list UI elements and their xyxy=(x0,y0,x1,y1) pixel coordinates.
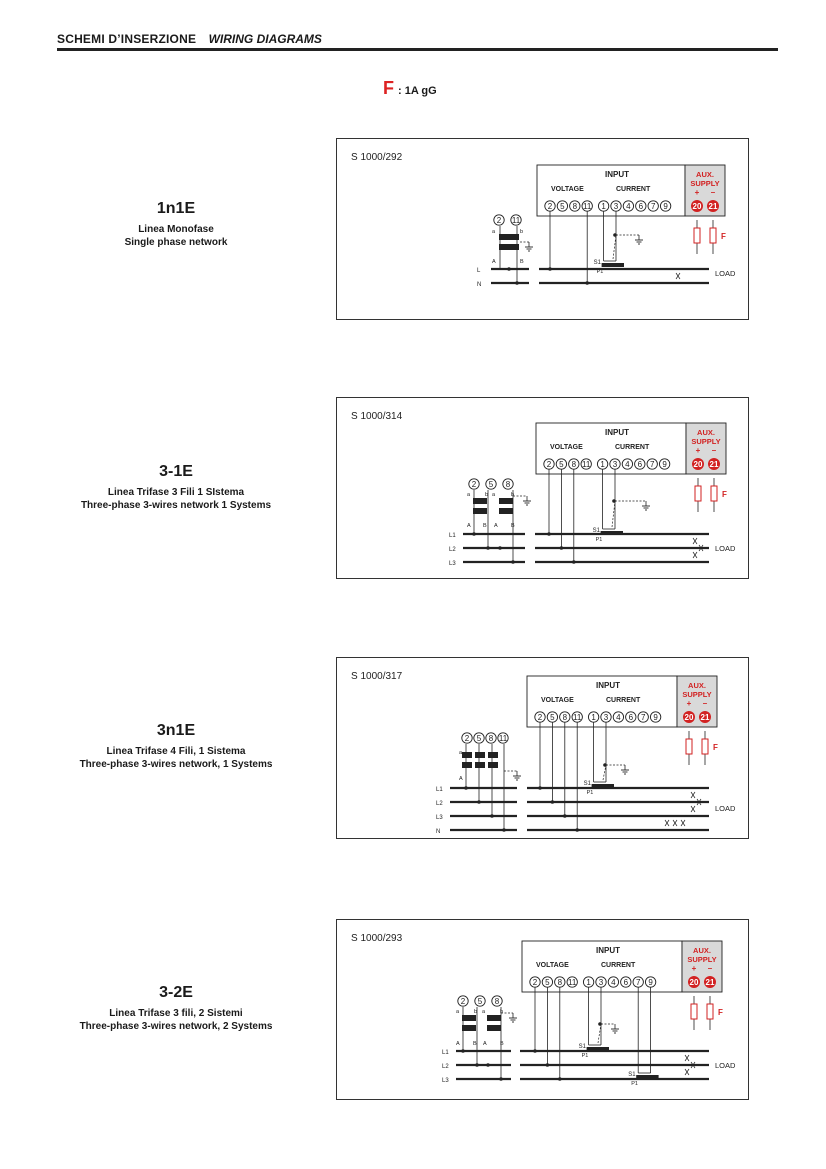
diagram-code: 3-2E xyxy=(159,984,193,1001)
aux-label: AUX. xyxy=(696,170,714,179)
input-label: INPUT xyxy=(605,170,629,179)
ct-core xyxy=(636,1075,658,1079)
input-label: INPUT xyxy=(596,946,620,955)
current-label: CURRENT xyxy=(606,697,641,704)
header-title-italian: SCHEMI D’INSERZIONE xyxy=(57,32,197,46)
junction-dot xyxy=(499,1077,503,1081)
minus-sign: – xyxy=(707,964,713,973)
vt-core xyxy=(462,1025,476,1031)
junction-dot xyxy=(575,828,579,832)
vt-core xyxy=(475,762,485,768)
p1-label: P1 xyxy=(581,1053,589,1059)
plus-sign: + xyxy=(694,188,700,197)
terminal-7-number: 7 xyxy=(649,460,655,469)
conductor-label: L2 xyxy=(449,547,456,553)
terminal-2-number: 2 xyxy=(537,713,543,722)
fuse-icon xyxy=(707,1004,713,1019)
diagram-code: 3-1E xyxy=(159,463,193,480)
terminal-1-number: 1 xyxy=(600,460,605,469)
diagram-label-3-2E xyxy=(60,984,292,1033)
vt-core xyxy=(488,752,498,758)
junction-dot xyxy=(546,1063,550,1067)
supply-label: SUPPLY xyxy=(691,437,721,446)
terminal-8-number: 8 xyxy=(557,978,563,987)
line-name-it: Linea Trifase 3 Fili 1 SIstema xyxy=(107,487,245,498)
conductor-label: L3 xyxy=(436,815,443,821)
aux-label: AUX. xyxy=(697,428,715,437)
s1-label: S1 xyxy=(583,781,591,787)
vt-pin-label: B xyxy=(520,259,524,265)
terminal-5-number: 5 xyxy=(559,460,564,469)
current-label: CURRENT xyxy=(616,186,651,193)
line-name-it: Linea Trifase 3 fili, 2 Sistemi xyxy=(109,1008,243,1019)
conductor-label: L3 xyxy=(442,1078,449,1084)
supply-label: SUPPLY xyxy=(687,955,717,964)
diagram-code: 1n1E xyxy=(156,200,196,217)
vt-pin-label: B xyxy=(473,1041,477,1047)
junction-dot xyxy=(563,814,567,818)
s1-label: S1 xyxy=(592,528,600,534)
header-title-english: WIRING DIAGRAMS xyxy=(208,32,322,46)
vt-pin-label: A xyxy=(492,259,496,265)
vt-pin-label: b xyxy=(485,492,489,498)
terminal-9-number: 9 xyxy=(653,713,658,722)
model-number: S 1000/293 xyxy=(351,933,403,944)
terminal-2-number: 2 xyxy=(546,460,552,469)
conductor-label: L1 xyxy=(436,787,443,793)
terminal-1-number: 1 xyxy=(586,978,591,987)
terminal-11-number: 11 xyxy=(568,978,577,987)
vt-core xyxy=(475,752,485,758)
line-name-en: Three-phase 3-wires network, 2 Systems xyxy=(79,1021,273,1032)
junction-dot xyxy=(490,814,494,818)
terminal-6-number: 6 xyxy=(623,978,629,987)
junction-dot xyxy=(560,546,564,550)
conductor-label: L xyxy=(477,268,481,274)
model-number: S 1000/292 xyxy=(351,152,403,163)
junction-dot xyxy=(498,546,502,550)
vt-pin-label: A xyxy=(494,523,498,529)
vt-pin-label: B xyxy=(500,1041,504,1047)
diagram-label-3-1E xyxy=(60,463,292,512)
fuse-icon xyxy=(711,486,717,501)
fuse-rating: : 1A gG xyxy=(398,85,437,97)
fuse-label: F xyxy=(722,490,727,499)
aux-terminal-number: 21 xyxy=(709,460,719,469)
vt-core xyxy=(499,234,519,240)
fuse-label: F xyxy=(718,1008,723,1017)
terminal-11-number: 11 xyxy=(583,202,592,211)
vt-terminal-2-number: 2 xyxy=(460,997,466,1006)
vt-terminal-11-number: 11 xyxy=(511,216,521,225)
junction-dot xyxy=(533,1049,537,1053)
line-name-it: Linea Trifase 4 Fili, 1 Sistema xyxy=(106,746,246,757)
page-header xyxy=(57,30,778,51)
vt-core xyxy=(499,508,513,514)
vt-pin-label: A xyxy=(456,1041,460,1047)
s1-label: S1 xyxy=(628,1072,636,1078)
junction-dot xyxy=(472,532,476,536)
ct-earth-wire xyxy=(598,1024,601,1043)
load-label: LOAD xyxy=(715,269,736,278)
terminal-3-number: 3 xyxy=(598,978,604,987)
terminal-3-number: 3 xyxy=(613,202,619,211)
terminal-9-number: 9 xyxy=(663,202,668,211)
line-name-it: Linea Monofase xyxy=(138,224,214,235)
s1-label: S1 xyxy=(578,1044,586,1050)
aux-terminal-number: 20 xyxy=(692,202,702,211)
vt-terminal-2-number: 2 xyxy=(496,216,502,225)
junction-dot xyxy=(558,1077,562,1081)
supply-label: SUPPLY xyxy=(682,690,712,699)
current-label: CURRENT xyxy=(601,962,636,969)
vt-terminal-8-number: 8 xyxy=(505,480,511,489)
wiring-diagram-1n1E xyxy=(337,139,750,321)
vt-core xyxy=(488,762,498,768)
junction-dot xyxy=(548,267,552,271)
junction-dot xyxy=(486,546,490,550)
ct-core xyxy=(602,263,624,267)
vt-pin-label: a xyxy=(482,1009,486,1015)
terminal-7-number: 7 xyxy=(635,978,641,987)
vt-pin-label: a xyxy=(467,492,471,498)
wiring-panel-3-2E xyxy=(336,919,749,1100)
vt-core xyxy=(462,1015,476,1021)
p1-label: P1 xyxy=(586,790,594,796)
aux-terminal-number: 21 xyxy=(708,202,718,211)
ct-core xyxy=(601,531,623,535)
p1-label: P1 xyxy=(631,1081,638,1087)
vt-terminal-11-number: 11 xyxy=(498,734,508,743)
supply-label: SUPPLY xyxy=(690,179,720,188)
model-number: S 1000/317 xyxy=(351,671,403,682)
wiring-diagram-3-2E xyxy=(337,920,750,1101)
fuse-icon xyxy=(691,1004,697,1019)
vt-core xyxy=(473,508,487,514)
terminal-2-number: 2 xyxy=(547,202,553,211)
voltage-label: VOLTAGE xyxy=(551,186,584,193)
terminal-5-number: 5 xyxy=(560,202,565,211)
vt-pin-label: B xyxy=(511,523,515,529)
fuse-label: F xyxy=(721,232,726,241)
line-name-en: Three-phase 3-wires network 1 Systems xyxy=(80,500,272,511)
plus-sign: + xyxy=(695,446,701,455)
junction-dot xyxy=(572,560,576,564)
terminal-4-number: 4 xyxy=(626,202,631,211)
junction-dot xyxy=(585,281,589,285)
conductor-label: L2 xyxy=(442,1064,449,1070)
terminal-8-number: 8 xyxy=(562,713,568,722)
vt-pin-label: a xyxy=(459,750,463,756)
junction-dot xyxy=(507,267,511,271)
ct-core xyxy=(592,784,614,788)
terminal-6-number: 6 xyxy=(628,713,634,722)
wiring-diagram-3-1E xyxy=(337,398,750,580)
ct-earth-wire xyxy=(613,235,616,259)
vt-core xyxy=(499,244,519,250)
load-label: LOAD xyxy=(715,804,736,813)
vt-pin-label: a xyxy=(492,229,496,235)
terminal-7-number: 7 xyxy=(640,713,646,722)
fuse-legend xyxy=(383,78,437,99)
vt-pin-label: b xyxy=(500,1009,504,1015)
terminal-9-number: 9 xyxy=(662,460,667,469)
junction-dot xyxy=(547,532,551,536)
terminal-8-number: 8 xyxy=(571,460,577,469)
vt-pin-label: B xyxy=(483,523,487,529)
conductor-label: L3 xyxy=(449,561,456,567)
vt-core xyxy=(499,498,513,504)
load-label: LOAD xyxy=(715,1061,736,1070)
vt-terminal-2-number: 2 xyxy=(464,734,470,743)
vt-terminal-8-number: 8 xyxy=(488,734,494,743)
load-label: LOAD xyxy=(715,544,736,553)
p1-label: P1 xyxy=(595,537,603,543)
vt-pin-label: A xyxy=(483,1041,487,1047)
wiring-panel-1n1E xyxy=(336,138,749,320)
aux-terminal-number: 21 xyxy=(700,713,710,722)
junction-dot xyxy=(538,786,542,790)
input-label: INPUT xyxy=(605,428,629,437)
voltage-label: VOLTAGE xyxy=(536,962,569,969)
vt-core xyxy=(487,1015,501,1021)
minus-sign: – xyxy=(710,188,716,197)
model-number: S 1000/314 xyxy=(351,411,403,422)
terminal-6-number: 6 xyxy=(637,460,643,469)
conductor-label: L1 xyxy=(442,1050,449,1056)
vt-pin-label: a xyxy=(492,492,496,498)
terminal-4-number: 4 xyxy=(611,978,616,987)
diagram-code: 3n1E xyxy=(156,722,196,739)
terminal-9-number: 9 xyxy=(648,978,653,987)
junction-dot xyxy=(475,1063,479,1067)
voltage-label: VOLTAGE xyxy=(550,444,583,451)
vt-pin-label: b xyxy=(520,229,524,235)
line-name-en: Single phase network xyxy=(124,237,228,248)
conductor-label: N xyxy=(436,829,441,835)
junction-dot xyxy=(515,281,519,285)
conductor-label: L2 xyxy=(436,801,443,807)
vt-pin-label: b xyxy=(511,492,515,498)
terminal-4-number: 4 xyxy=(625,460,630,469)
fuse-icon xyxy=(695,486,701,501)
fuse-icon xyxy=(694,228,700,243)
vt-pin-label: a xyxy=(456,1009,460,1015)
vt-terminal-5-number: 5 xyxy=(476,734,482,743)
fuse-label: F xyxy=(713,743,718,752)
vt-terminal-2-number: 2 xyxy=(471,480,477,489)
junction-dot xyxy=(461,1049,465,1053)
wiring-panel-3-1E xyxy=(336,397,749,579)
vt-core xyxy=(462,762,472,768)
p1-label: P1 xyxy=(596,269,604,275)
vt-terminal-8-number: 8 xyxy=(494,997,500,1006)
junction-dot xyxy=(477,800,481,804)
s1-label: S1 xyxy=(593,260,601,266)
terminal-6-number: 6 xyxy=(638,202,644,211)
current-label: CURRENT xyxy=(615,444,650,451)
aux-terminal-number: 20 xyxy=(684,713,694,722)
aux-label: AUX. xyxy=(693,946,711,955)
diagram-label-3n1E xyxy=(60,722,292,771)
junction-dot xyxy=(486,1063,490,1067)
vt-core xyxy=(487,1025,501,1031)
line-name-en: Three-phase 3-wires network, 1 Systems xyxy=(79,759,273,770)
wiring-diagram-3n1E xyxy=(337,658,750,840)
aux-terminal-number: 20 xyxy=(689,978,699,987)
junction-dot xyxy=(502,828,506,832)
ct-earth-wire xyxy=(603,765,606,780)
fuse-icon xyxy=(702,739,708,754)
terminal-11-number: 11 xyxy=(573,713,582,722)
voltage-label: VOLTAGE xyxy=(541,697,574,704)
terminal-3-number: 3 xyxy=(612,460,618,469)
vt-pin-label: A xyxy=(467,523,471,529)
aux-label: AUX. xyxy=(688,681,706,690)
input-label: INPUT xyxy=(596,681,620,690)
vt-pin-label: A xyxy=(459,776,463,782)
plus-sign: + xyxy=(686,699,692,708)
fuse-icon xyxy=(710,228,716,243)
terminal-5-number: 5 xyxy=(550,713,555,722)
vt-terminal-5-number: 5 xyxy=(488,480,494,489)
fuse-icon xyxy=(686,739,692,754)
terminal-5-number: 5 xyxy=(545,978,550,987)
junction-dot xyxy=(464,786,468,790)
terminal-2-number: 2 xyxy=(532,978,538,987)
conductor-label: L1 xyxy=(449,533,456,539)
terminal-1-number: 1 xyxy=(601,202,606,211)
terminal-3-number: 3 xyxy=(603,713,609,722)
terminal-4-number: 4 xyxy=(616,713,621,722)
vt-pin-label: b xyxy=(474,1009,478,1015)
wiring-panel-3n1E xyxy=(336,657,749,839)
terminal-7-number: 7 xyxy=(650,202,656,211)
aux-terminal-number: 20 xyxy=(693,460,703,469)
minus-sign: – xyxy=(711,446,717,455)
ct-core xyxy=(587,1047,609,1051)
minus-sign: – xyxy=(702,699,708,708)
junction-dot xyxy=(511,560,515,564)
vt-core xyxy=(473,498,487,504)
fuse-symbol: F xyxy=(383,78,394,98)
vt-terminal-5-number: 5 xyxy=(477,997,483,1006)
aux-terminal-number: 21 xyxy=(705,978,715,987)
plus-sign: + xyxy=(691,964,697,973)
terminal-8-number: 8 xyxy=(572,202,578,211)
vt-core xyxy=(462,752,472,758)
ct-earth-wire xyxy=(612,501,615,527)
terminal-1-number: 1 xyxy=(591,713,596,722)
junction-dot xyxy=(551,800,555,804)
terminal-11-number: 11 xyxy=(582,460,591,469)
conductor-label: N xyxy=(477,282,482,288)
diagram-label-1n1E xyxy=(60,200,292,249)
